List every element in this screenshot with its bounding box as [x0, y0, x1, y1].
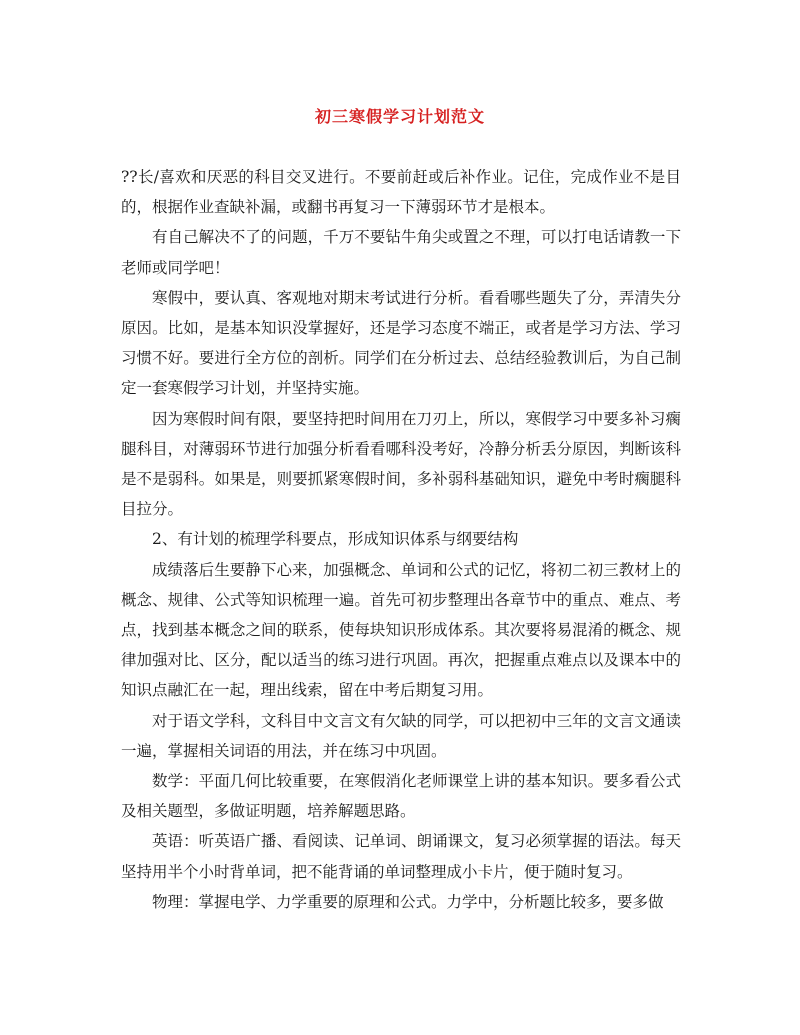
paragraph-5: 成绩落后生要静下心来，加强概念、单词和公式的记忆，将初二初三教材上的概念、规律、公式等知识梳理一遍。首先可初步整理出各章节中的重点、难点、考 点，找到基本概念之间的联系，使每块知识形成体系。其次要将易混淆的概念、规律加强对比、区分，配以适当的练习进行巩固。再次，把握重点难点以及课本中的 知识点融汇在一起，理出线索，留在中考后期复习用。 [121, 560, 681, 700]
paragraph-6: 对于语文学科，文科目中文言文有欠缺的同学，可以把初中三年的文言文通读一遍，掌握相关词语的用法，并在练习中巩固。 [121, 711, 681, 760]
paragraph-7: 数学：平面几何比较重要，在寒假消化老师课堂上讲的基本知识。要多看公式及相关题型，多做证明题，培养解题思路。 [121, 772, 681, 821]
document-title: 初三寒假学习计划范文 [314, 107, 485, 126]
paragraph-9: 物理：掌握电学、力学重要的原理和公式。力学中，分析题比较多，要多做 [152, 892, 664, 911]
paragraph-4: 因为寒假时间有限，要坚持把时间用在刀刃上，所以，寒假学习中要多补习瘸腿科目，对薄弱环节进行加强分析看看哪科没考好，冷静分析丢分原因，判断该科是不是弱科。如果是，则要抓紧寒假时间，多补弱科基础知识，避免中考时瘸腿科目拉分。 [121, 409, 681, 519]
section-heading-2: 2、有计划的梳理学科要点，形成知识体系与纲要结构 [152, 530, 519, 549]
paragraph-8: 英语：听英语广播、看阅读、记单词、朗诵课文，复习必须掌握的语法。每天坚持用半个小时背单词，把不能背诵的单词整理成小卡片，便于随时复习。 [121, 832, 681, 881]
paragraph-1: ??长/喜欢和厌恶的科目交叉进行。不要前赶或后补作业。记住，完成作业不是目的，根据作业查缺补漏，或翻书再复习一下薄弱环节才是根本。 [121, 168, 681, 217]
document-body [121, 162, 681, 917]
paragraph-3: 寒假中，要认真、客观地对期末考试进行分析。看看哪些题失了分，弄清失分原因。比如，是基本知识没掌握好，还是学习态度不端正，或者是学习方法、学习习惯不好。要进行全方位的剖析。同学们在分析过去、总结经验教训后，为自己制定一套寒假学习计划，并坚持实施。 [121, 288, 681, 398]
paragraph-2: 有自己解决不了的问题，千万不要钻牛角尖或置之不理，可以打电话请教一下老师或同学吧！ [121, 228, 681, 277]
